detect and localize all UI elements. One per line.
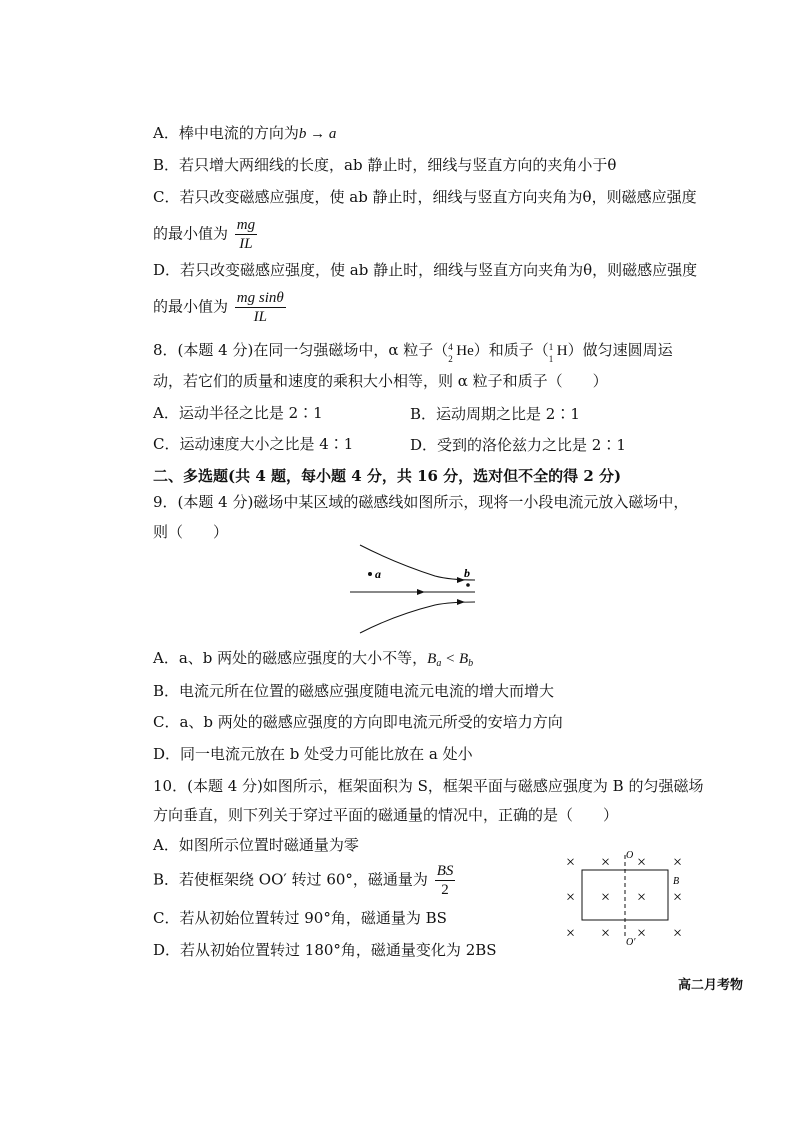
point-a-label: a (375, 567, 381, 581)
cross-marks (566, 854, 682, 942)
q7-option-d-line1: D．若只改变磁感应强度，使 ab 静止时，细线与竖直方向夹角为θ，则磁感应强度 (153, 261, 698, 279)
q9-field-lines-figure (345, 543, 485, 635)
q8-option-c: C．运动速度大小之比是 4∶1 (153, 435, 354, 453)
q8-option-b: B．运动周期之比是 2∶1 (410, 405, 580, 423)
hydrogen-nuclide: 1 1 H (548, 342, 568, 364)
q10-option-a: A．如图所示位置时磁通量为零 (153, 836, 359, 854)
label-o-prime: O′ (626, 937, 636, 948)
q10-option-d: D．若从初始位置转过 180°角，磁通量变化为 2BS (153, 941, 497, 959)
q9-stem-line2: 则（ ） (153, 523, 229, 541)
cross-icon: × (601, 925, 611, 942)
q10-option-c: C．若从初始位置转过 90°角，磁通量为 BS (153, 909, 447, 927)
q8-option-a: A．运动半径之比是 2∶1 (153, 404, 323, 422)
q10-stem-line2: 方向垂直，则下列关于穿过平面的磁通量的情况中，正确的是（ ） (153, 806, 619, 824)
section-heading-multiple-choice: 二、多选题(共 4 题，每小题 4 分，共 16 分，选对但不全的得 2 分) (153, 467, 622, 485)
q8-option-d: D．受到的洛伦兹力之比是 2∶1 (410, 436, 626, 454)
q7-option-c-fraction: $\frac{mg}{IL}$ (236, 217, 256, 252)
q9-stem-line1: 9．(本题 4 分)磁场中某区域的磁感线如图所示，现将一小段电流元放入磁场中， (153, 493, 689, 511)
cross-icon: × (601, 889, 611, 906)
q10-option-b-fraction: $\frac{BS}{2}$ (436, 863, 454, 898)
q7-option-a-expr: b → a (298, 126, 337, 142)
cross-icon: × (601, 854, 611, 871)
q9-option-d: D．同一电流元放在 b 处受力可能比放在 a 处小 (153, 745, 473, 763)
arrow-lower-icon (457, 599, 465, 605)
q7-option-d-fraction: $\frac{\text{mg sinθ}}{IL}$ (236, 290, 284, 325)
cross-icon: × (566, 889, 576, 906)
helium-nuclide: 4 2 He (448, 342, 474, 364)
cross-icon: × (673, 925, 683, 942)
q9-option-b: B．电流元所在位置的磁感应强度随电流元电流的增大而增大 (153, 682, 555, 700)
label-b: B (673, 876, 680, 887)
cross-icon: × (673, 889, 683, 906)
q7-option-c-line2: 的最小值为 $\frac{mg}{IL}$ (153, 217, 256, 252)
q7-option-b: B．若只增大两细线的长度，ab 静止时，细线与竖直方向的夹角小于θ (153, 156, 617, 174)
field-line-lower (360, 602, 475, 633)
q8-stem-line2: 动，若它们的质量和速度的乘积大小相等，则 α 粒子和质子（ ） (153, 372, 608, 390)
point-b-dot (466, 583, 470, 587)
cross-icon: × (566, 854, 576, 871)
q8-stem-line1: 8．(本题 4 分)在同一匀强磁场中，α 粒子（ 4 2 He）和质子（ 1 1 H）做匀速圆周运 (153, 341, 673, 364)
cross-icon: × (637, 889, 647, 906)
q10-frame-figure (560, 845, 695, 948)
label-o: O (626, 850, 634, 861)
page-footer: 高二月考物 (678, 978, 744, 993)
q9-option-a: A．a、b 两处的磁感应强度的大小不等，$B_a < B_b$ (153, 649, 474, 669)
q10-stem-line1: 10．(本题 4 分)如图所示，框架面积为 S，框架平面与磁感应强度为 B 的匀强磁场 (153, 777, 704, 795)
point-a-dot (368, 572, 372, 576)
q7-option-c-line1: C．若只改变磁感应强度，使 ab 静止时，细线与竖直方向夹角为θ，则磁感应强度 (153, 188, 697, 206)
q7-option-a: A．棒中电流的方向为b → a (153, 124, 337, 142)
cross-icon: × (673, 854, 683, 871)
q7-option-d-line2: 的最小值为 $\frac{\text{mg sinθ}}{IL}$ (153, 290, 284, 325)
q9-option-c: C．a、b 两处的磁感应强度的方向即电流元所受的安培力方向 (153, 713, 563, 731)
cross-icon: × (637, 925, 647, 942)
point-b-label: b (464, 566, 470, 580)
cross-icon: × (637, 854, 647, 871)
cross-icon: × (566, 925, 576, 942)
q10-option-b: B．若使框架绕 OO′ 转过 60°，磁通量为 $\frac{BS}{2}$ (153, 863, 454, 898)
arrow-center-icon (417, 589, 425, 595)
